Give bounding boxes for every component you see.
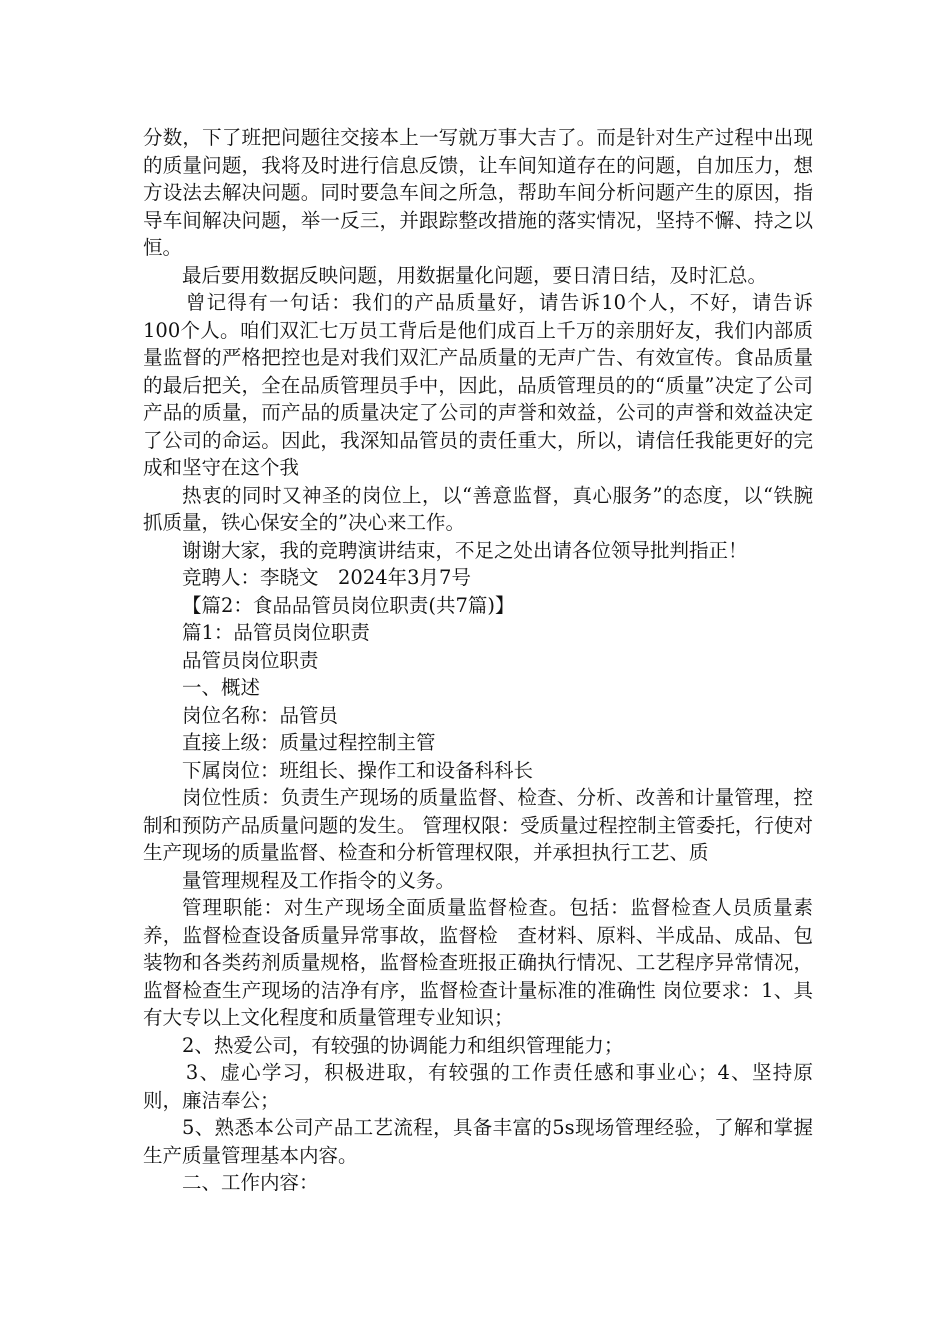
field-subordinates: 下属岗位：班组长、操作工和设备科科长 bbox=[182, 758, 534, 782]
paragraph-attitude: 热衷的同时又神圣的岗位上，以“善意监督，真心服务”的态度，以“铁腕抓质量，铁心保安全的”决心来工作。 bbox=[143, 483, 813, 534]
requirement-2: 2、热爱公司，有较强的协调能力和组织管理能力； bbox=[182, 1033, 624, 1057]
paragraph-quality-feedback: 分数，下了班把问题往交接本上一写就万事大吉了。而是针对生产过程中出现的质量问题，我将及时进行信息反馈，让车间知道存在的问题，自加压力，想方设法去解决问题。同时要急车间之所急，帮助车间分析问题产生的原因，指导车间解决问题，举一反三，并跟踪整改措施的落实情况，坚持不懈、持之以恒。 bbox=[143, 126, 813, 259]
paragraph-regulation-duty: 量管理规程及工作指令的义务。 bbox=[182, 868, 456, 892]
paragraph-thanks: 谢谢大家，我的竞聘演讲结束，不足之处出请各位领导批判指正！ bbox=[182, 538, 748, 562]
heading-work-content: 二、工作内容： bbox=[182, 1171, 319, 1194]
field-position-nature: 岗位性质：负责生产现场的质量监督、检查、分析、改善和计量管理，控制和预防产品质量问题的发生。 管理权限：受质量过程控制主管委托，行使对生产现场的质量监督、检查和分析管理权限，并承担执行工艺、质 bbox=[143, 786, 813, 864]
requirement-3-4: 3、虚心学习，积极进取，有较强的工作责任感和事业心；4、坚持原则，廉洁奉公； bbox=[143, 1061, 813, 1112]
section-heading-part2: 【篇2：食品品管员岗位职责(共7篇)】 bbox=[182, 593, 515, 617]
paragraph-data-summary: 最后要用数据反映问题，用数据量化问题，要日清日结，及时汇总。 bbox=[182, 263, 768, 287]
subheading-duties: 品管员岗位职责 bbox=[182, 648, 319, 672]
paragraph-quality-saying: 曾记得有一句话：我们的产品质量好，请告诉10个人，不好，请告诉100个人。咱们双汇七万员工背后是他们成百上千万的亲朋好友，我们内部质量监督的严格把控也是对我们双汇产品质量的无声广告、有效宣传。食品质量的最后把关，全在品质管理员手中，因此，品质管理员的的“质量”决定了公司产品的质量，而产品的质量决定了公司的声誉和效益，公司的声誉和效益决定了公司的命运。因此，我深知品管员的责任重大，所以，请信任我能更好的完成和坚守在这个我 bbox=[143, 291, 813, 479]
paragraph-signature: 竞聘人：李晓文 2024年3月7号 bbox=[182, 566, 471, 589]
field-position-name: 岗位名称：品管员 bbox=[182, 703, 339, 727]
field-direct-superior: 直接上级：质量过程控制主管 bbox=[182, 731, 436, 754]
document-page bbox=[143, 124, 813, 1197]
subheading-part1: 篇1：品管员岗位职责 bbox=[182, 621, 370, 644]
requirement-5: 5、熟悉本公司产品工艺流程，具备丰富的5s现场管理经验，了解和掌握生产质量管理基本内容。 bbox=[143, 1116, 813, 1167]
field-management-function: 管理职能：对生产现场全面质量监督检查。包括：监督检查人员质量素养，监督检查设备质量异常事故，监督检 查材料、原料、半成品、成品、包装物和各类药剂质量规格，监督检查班报正确执行情况、工艺程序异常情况，监督检查生产现场的洁净有序，监督检查计量标准的准确性 岗位要求：1、具有大专以上文化程度和质量管理专业知识； bbox=[143, 896, 813, 1029]
heading-overview: 一、概述 bbox=[182, 676, 261, 699]
